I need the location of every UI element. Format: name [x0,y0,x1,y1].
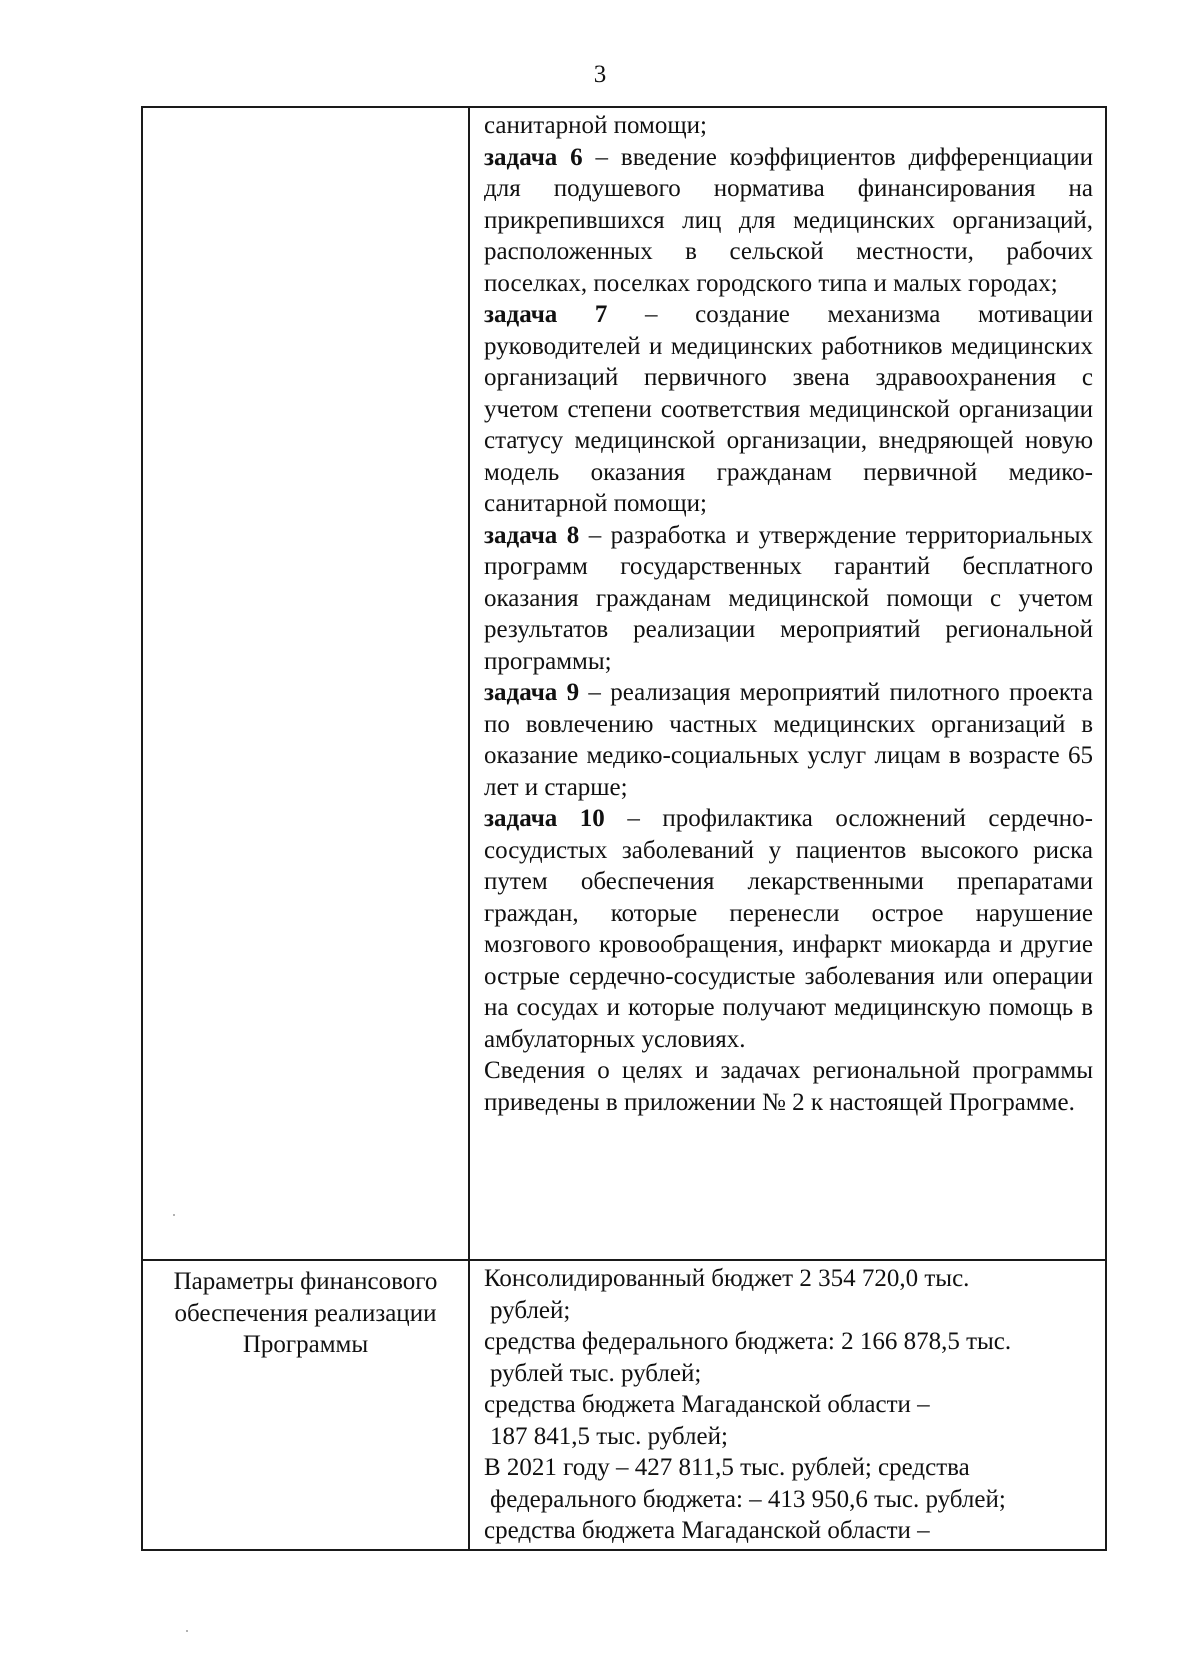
financing-label: Параметры финансового обеспечения реализации Программы [173,1268,438,1358]
task-paragraph [484,142,1093,300]
task-paragraph [484,520,1093,678]
financing-text: средства бюджета Магаданской области – [484,1391,930,1418]
paragraph-text: – реализация мероприятий пилотного проекта по вовлечению частных медицинских организаций в оказание медико-социальных услуг лицам в возрасте 65 лет и старше; [484,679,1093,801]
paragraph-text: – введение коэффициентов дифференциации для подушевого норматива финансирования на прикрепившихся лиц для медицинских организаций, расположенных в сельской местности, рабочих поселках, поселках городского типа и малых городах; [484,143,1093,297]
paragraph-text: Сведения о целях и задачах региональной программы приведены в приложении № 2 к настоящей Программе. [484,1057,1093,1116]
financing-line [484,1452,1093,1515]
task-paragraph [484,677,1093,803]
page-number: 3 [593,61,607,88]
empty-label-cell [142,107,469,1260]
task-label: задача 7 [484,301,608,328]
task-label: задача 10 [484,805,605,832]
financing-continuation: рублей; [490,1296,571,1324]
financing-text: средства бюджета Магаданской области – [484,1517,930,1544]
financing-text: средства федерального бюджета: 2 166 878,5 тыс. [484,1328,1012,1355]
financing-continuation: 187 841,5 тыс. рублей; [490,1422,728,1450]
paragraph-text: – профилактика осложнений сердечно-сосудистых заболеваний у пациентов высокого риска путем обеспечения лекарственными препаратами граждан, которые перенесли острое нарушение мозгового кровообращения, инфаркт миокарда и другие острые сердечно-сосудистые заболевания или операции на сосудах и которые получают медицинскую помощь в амбулаторных условиях. [484,805,1093,1053]
task-label: задача 6 [484,143,583,171]
reference-paragraph [484,1055,1093,1118]
paragraph-text: – создание механизма мотивации руководителей и медицинских работников медицинских организаций первичного звена здравоохранения с учетом степени соответствия медицинской организации статусу медицинской организации, внедряющей новую модель оказания гражданам первичной медико-санитарной помощи; [484,301,1093,517]
financing-text: В 2021 году – 427 811,5 тыс. рублей; средства [484,1454,970,1481]
financing-continuation: рублей тыс. рублей; [490,1359,702,1387]
financing-line [484,1326,1093,1389]
financing-text: Консолидированный бюджет 2 354 720,0 тыс. [484,1265,970,1292]
financing-line [484,1263,1093,1326]
financing-continuation: федерального бюджета: – 413 950,6 тыс. рублей; [490,1485,1006,1513]
task-paragraph [484,803,1093,1055]
paragraph-text: – разработка и утверждение территориальных программ государственных гарантий бесплатного оказания гражданам медицинской помощи с учетом результатов реализации мероприятий региональной программы; [484,521,1093,675]
financing-cell [469,1260,1106,1550]
financing-line [484,1515,1093,1547]
paragraph-text: санитарной помощи; [484,112,707,139]
financing-line [484,1389,1093,1452]
table-row [142,107,1106,1260]
task-label: задача 8 [484,521,580,549]
task-paragraph [484,110,1093,142]
financing-label-cell [142,1260,469,1550]
scan-speck [186,1630,188,1632]
tasks-cell [469,107,1106,1260]
task-paragraph [484,299,1093,520]
table-row [142,1260,1106,1550]
scan-speck [173,1214,175,1216]
program-passport-table [141,106,1107,1551]
task-label: задача 9 [484,679,580,706]
